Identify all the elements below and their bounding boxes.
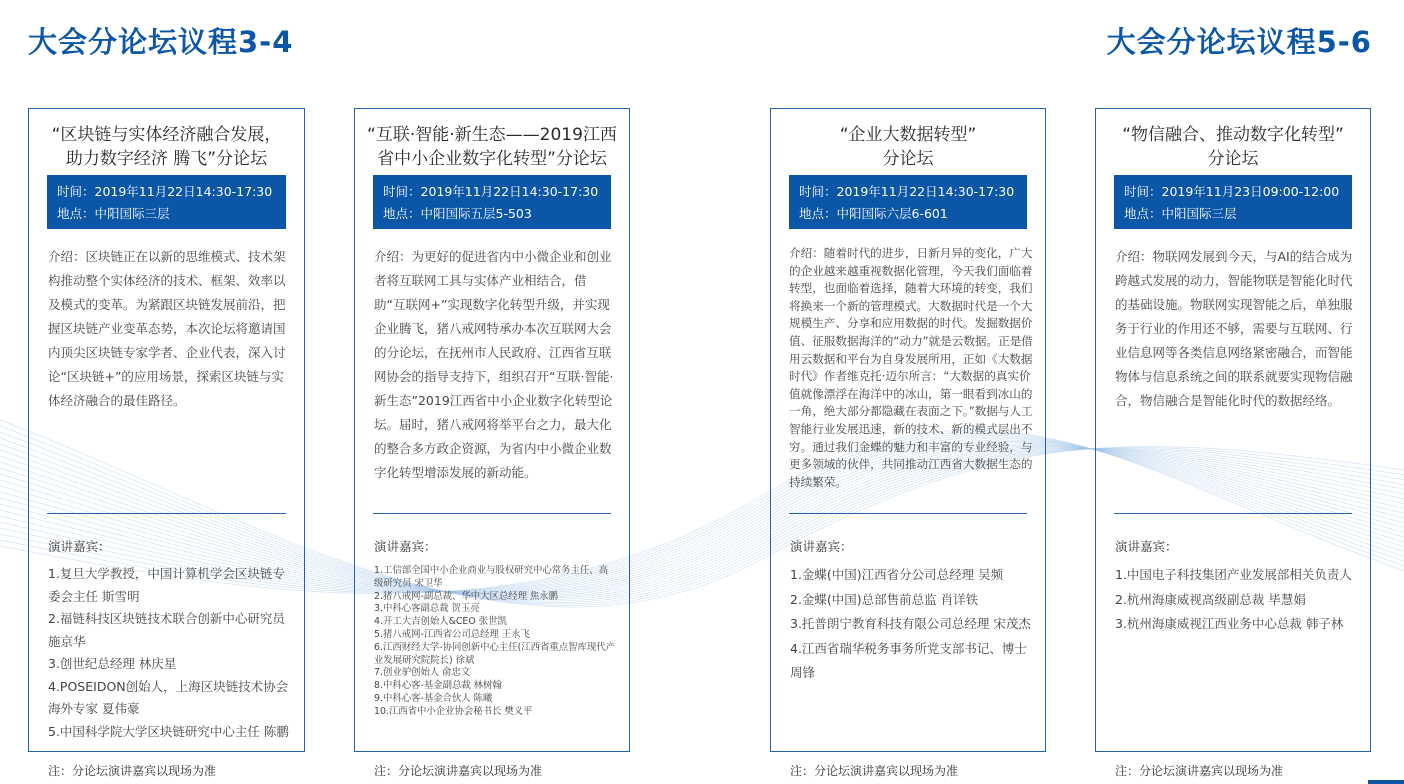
divider <box>1114 513 1352 514</box>
forum-note: 注：分论坛演讲嘉宾以现场为准 <box>1115 764 1284 778</box>
speaker-item: 3.中科心客副总裁 贺玉亮 <box>374 603 480 615</box>
forum-title: “互联·智能·新生态——2019江西 省中小企业数字化转型”分论坛 <box>367 125 617 169</box>
speaker-item: 4.POSEIDON创始人，上海区块链技术协会海外专家 夏伟豪 <box>48 678 289 716</box>
forum-title: “企业大数据转型” 分论坛 <box>839 125 977 169</box>
forum-info-box <box>1114 175 1352 229</box>
speakers-label: 演讲嘉宾： <box>374 539 437 554</box>
forum-info-box <box>47 175 286 229</box>
page-title-right: 大会分论坛议程5-6 <box>1106 25 1372 59</box>
divider <box>47 513 286 514</box>
forum-info-box <box>373 175 611 229</box>
speakers-list <box>48 563 290 743</box>
speaker-item: 3.杭州海康威视江西业务中心总裁 韩子林 <box>1115 616 1344 631</box>
speakers-list <box>374 565 615 719</box>
page-title-left: 大会分论坛议程3-4 <box>28 25 294 59</box>
forum-place: 地点：中阳国际五层5-503 <box>383 206 532 221</box>
forum-title: “物信融合、推动数字化转型” 分论坛 <box>1122 125 1344 169</box>
divider <box>373 513 611 514</box>
speaker-item: 3.托普朗宁教育科技有限公司总经理 宋茂杰 <box>790 616 1031 631</box>
forum-note: 注：分论坛演讲嘉宾以现场为准 <box>790 764 959 778</box>
forum-place: 地点：中阳国际三层 <box>1124 206 1237 221</box>
forum-card-internet <box>354 108 630 752</box>
forum-info-box <box>789 175 1027 229</box>
forum-card-iot <box>1095 108 1371 752</box>
forum-place: 地点：中阳国际三层 <box>57 206 170 221</box>
speaker-item: 2.杭州海康威视高级副总裁 毕慧娟 <box>1115 591 1306 607</box>
forum-intro: 介绍：物联网发展到今天，与AI的结合成为跨越式发展的动力，智能物联是智能化时代的基础设施。物联网实现智能之后，单独服务于行业的作用还不够，需要与互联网、行业信息网等各类信息网络紧密融合，而智能物体与信息系统之间的联系就要实现物信融合，物信融合是智能化时代的数据经络。 <box>1115 249 1353 408</box>
speaker-item: 8.中科心客-基金副总裁 林树翰 <box>374 680 502 692</box>
forum-card-blockchain <box>28 108 305 752</box>
forum-time: 时间：2019年11月22日14:30-17:30 <box>383 184 599 199</box>
forum-note: 注：分论坛演讲嘉宾以现场为准 <box>374 764 543 778</box>
speaker-item: 1.中国电子科技集团产业发展部相关负责人 <box>1115 567 1352 582</box>
speaker-item: 2.猪八戒网-副总裁、华中大区总经理 焦永鹏 <box>374 590 559 602</box>
speakers-list <box>1115 563 1356 637</box>
forum-title: “区块链与实体经济融合发展， 助力数字经济 腾飞”分论坛 <box>51 125 282 169</box>
speaker-item: 5.猪八戒网-江西省公司总经理 王永飞 <box>374 628 530 640</box>
speaker-item: 2.金蝶(中国)总部售前总监 肖详铁 <box>790 591 979 607</box>
speaker-item: 1.复旦大学教授，中国计算机学会区块链专委会主任 斯雪明 <box>48 566 285 604</box>
speaker-item: 3.创世纪总经理 林庆星 <box>48 656 177 671</box>
forum-time: 时间：2019年11月22日14:30-17:30 <box>57 184 273 199</box>
forum-time: 时间：2019年11月23日09:00-12:00 <box>1124 184 1340 199</box>
speaker-item: 10.江西省中小企业协会秘书长 樊义平 <box>374 705 533 717</box>
speaker-item: 1.金蝶(中国)江西省分公司总经理 吴频 <box>790 567 1004 582</box>
forum-note: 注：分论坛演讲嘉宾以现场为准 <box>48 764 217 778</box>
speaker-item: 9.中科心客-基金合伙人 陈曦 <box>374 692 493 704</box>
forum-intro: 介绍：随着时代的进步，日新月异的变化，广大的企业越来越重视数据化管理，今天我们面临着转型，也面临着选择，随着大环境的转变，我们将换来一个新的管理模式。大数据时代是一个大规模生产、分享和应用数据的时代。发掘数据价值、征服数据海洋的“动力”就是云数据。正是借用云数据和平台为自身发展所用，正如《大数据时代》作者维克托·迈尔所言：“大数据的真实价值就像漂浮在海洋中的冰山，第一眼看到冰山的一角，绝大部分都隐藏在表面之下。”数据与人工智能行业发展迅速，新的技术、新的模式层出不穷。通过我们金蝶的魅力和丰富的专业经验，与更多领域的伙伴，共同推动江西省大数据生态的持续繁荣。 <box>789 246 1033 489</box>
speakers-list <box>790 563 1031 686</box>
speaker-item: 4.江西省瑞华税务事务所党支部书记、博士周锋 <box>790 640 1027 680</box>
speaker-item: 5.中国科学院大学区块链研究中心主任 陈鹏 <box>48 723 289 739</box>
speakers-label: 演讲嘉宾： <box>790 539 853 554</box>
speakers-label: 演讲嘉宾： <box>48 539 111 554</box>
speaker-item: 2.福链科技区块链技术联合创新中心研究员 施京华 <box>48 611 285 649</box>
speaker-item: 7.创业驴创始人 俞忠文 <box>374 667 471 679</box>
speakers-label: 演讲嘉宾： <box>1115 539 1178 554</box>
divider <box>789 513 1027 514</box>
speaker-item: 4.开工大吉创始人&CEO 张世凯 <box>374 616 507 628</box>
forum-time: 时间：2019年11月22日14:30-17:30 <box>799 184 1015 199</box>
forum-intro: 介绍：为更好的促进省内中小微企业和创业者将互联网工具与实体产业相结合，借助“互联网+”实现数字化转型升级，并实现企业腾飞，猪八戒网特承办本次互联网大会的分论坛，在抚州市人民政府、江西省互联网协会的指导支持下，组织召开“互联·智能·新生态”2019江西省中小企业数字化转型论坛。届时，猪八戒网将举平台之力，最大化的整合多方政企资源，为省内中小微企业数字化转型增添发展的新动能。 <box>374 249 614 480</box>
speaker-item: 1.工信部全国中小企业商业与股权研究中心常务主任、高级研究员 宋卫华 <box>374 565 608 589</box>
forum-intro: 介绍：区块链正在以新的思维模式、技术架构推动整个实体经济的技术、框架、效率以及模式的变革。为紧跟区块链发展前沿，把握区块链产业变革态势，本次论坛将邀请国内顶尖区块链专家学者、企业代表，深入讨论“区块链+”的应用场景，探索区块链与实体经济融合的最佳路径。 <box>48 249 286 408</box>
forum-card-bigdata <box>770 108 1046 752</box>
speaker-item: 6.江西财经大学-协同创新中心主任(江西省重点智库现代产业发展研究院院长) 徐斌 <box>374 641 615 666</box>
forum-place: 地点：中阳国际六层6-601 <box>799 206 948 221</box>
corner-accent-bar <box>1368 780 1404 784</box>
